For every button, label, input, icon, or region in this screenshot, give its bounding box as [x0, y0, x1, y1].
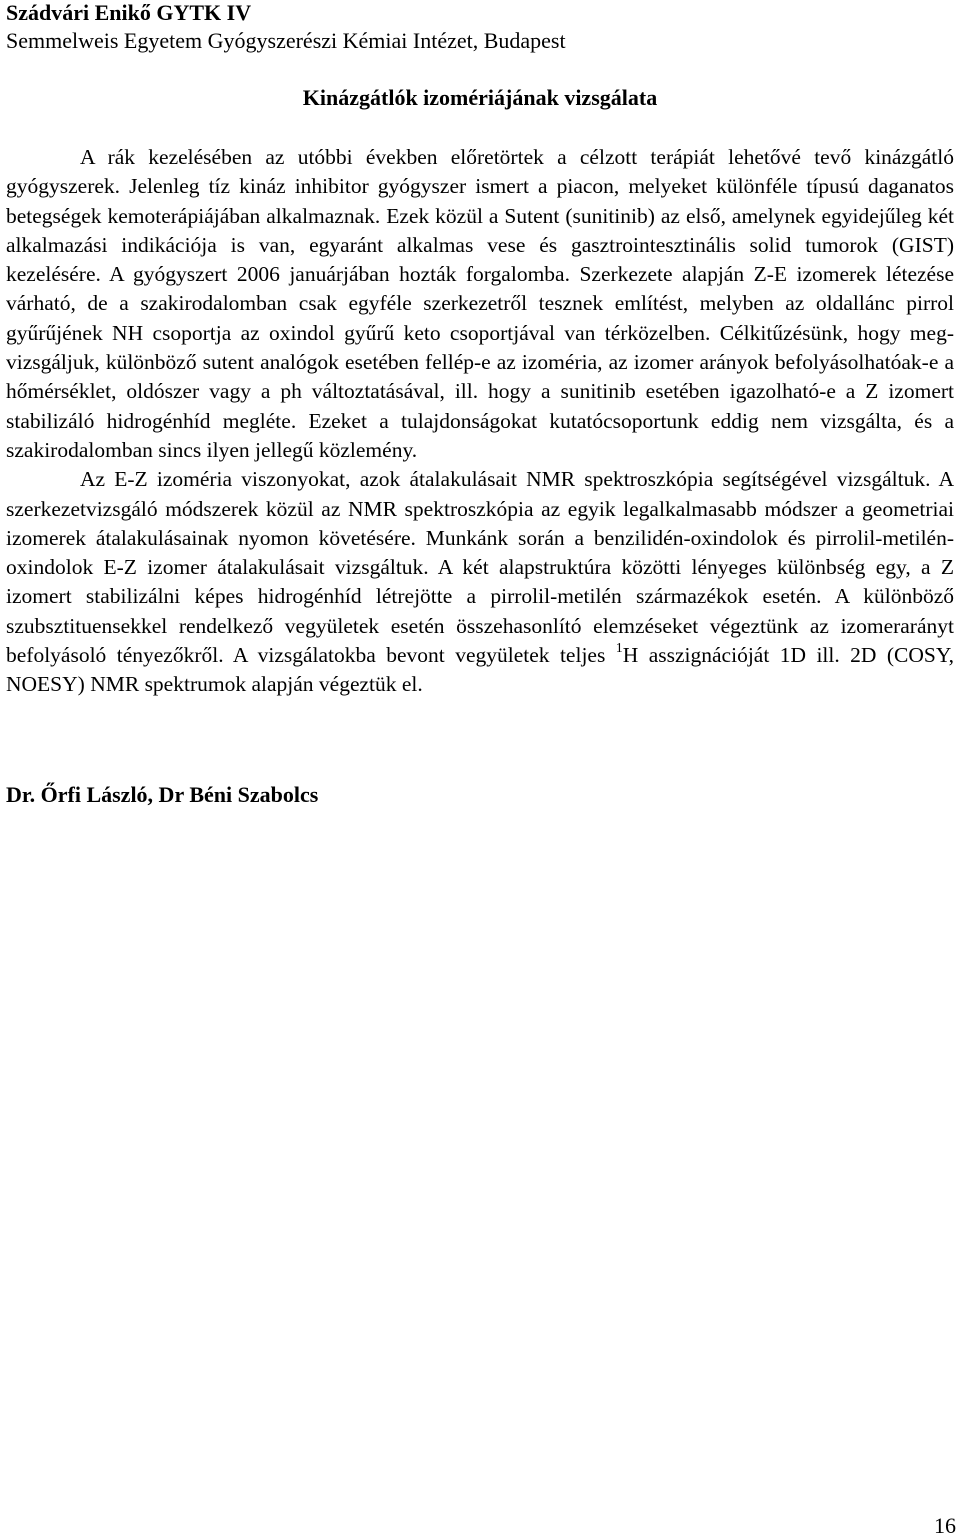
author-heading: Szádvári Enikő GYTK IV: [6, 0, 252, 25]
institute-line: Semmelweis Egyetem Gyógyszerészi Kémiai Intézet, Budapest: [6, 28, 566, 53]
document-title: Kinázgátlók izomériájának vizsgálata: [302, 85, 658, 110]
abstract-paragraph-1: A rák kezelésében az utóbbi években előretörtek a célzott terápiát lehetővé tevő kinázgátló gyógyszerek. Jelenleg tíz kináz inhibitor gyógyszer ismert a piacon, melyeket különféle típusú daganatos betegségek kemoterápiájában alkalmaznak. Ezek közül a Sutent (sunitinib) az első, amelynek egyidejűleg két alkalmazási indikációja is van, egyaránt alkalmas vese és gasztrointesztinális solid tumorok (GIST) kezelésére. A gyógyszert 2006 januárjában hozták forgalomba. Szerkezete alapján Z-E izomerek létezése várható, de a szakirodalomban csak egyféle szerkezetről tesznek említést, melyben az oldallánc pirrol gyűrűjének NH csoportja az oxindol gyűrű keto csoportjával van térközelben. Célkitűzésünk, hogy megvizsgáljuk, különböző sutent analógok esetében fellép-e az izoméria, az izomer arányok befolyásolhatóak-e a hőmérséklet, oldószer vagy a ph változtatásával, ill. hogy a sunitinib esetében igazolható-e a Z izomert stabilizáló hidrogénhíd megléte. Ezeket a tulajdonságokat kutatócsoportunk eddig nem vizsgálta, és a szakirodalomban sincs ilyen jellegű közlemény.: [6, 145, 954, 462]
paragraph-2-text-a: Az E-Z izoméria viszonyokat, azok átalakulásait NMR spektroszkópia segítségével vizsgáltuk. A szerkezetvizsgáló módszerek közül az NMR spektroszkópia az egyik legalkalmasabb módszer a geometriai izomerek átalakulásainak nyomon követésére. Munkánk során a benzilidén-oxindolok és pirrolil-metilén-oxindolok E-Z izomer átalakulásait vizsgáltuk. A két alapstruktúra közötti lényeges különbség egy, a Z izomert stabilizálni képes hidrogénhíd létrejötte a pirrolil-metilén származékok esetén. A különböző szubsztituensekkel rendelkező vegyületek esetén összehasonlító elemzéseket végeztünk az izomerarányt befolyásoló tényezőkről. A vizsgálatokba bevont vegyületek teljes: [6, 467, 954, 668]
abstract-body: [6, 143, 954, 700]
supervisors-line: Dr. Őrfi László, Dr Béni Szabolcs: [6, 782, 319, 807]
paragraph-2-text-b: H asszignációját 1D ill. 2D (COSY, NOESY) NMR spektrumok alapján végeztük el.: [6, 643, 954, 697]
page-number: 16: [934, 1513, 956, 1538]
abstract-paragraph-2: [6, 465, 954, 699]
superscript-isotope: 1: [615, 640, 623, 656]
